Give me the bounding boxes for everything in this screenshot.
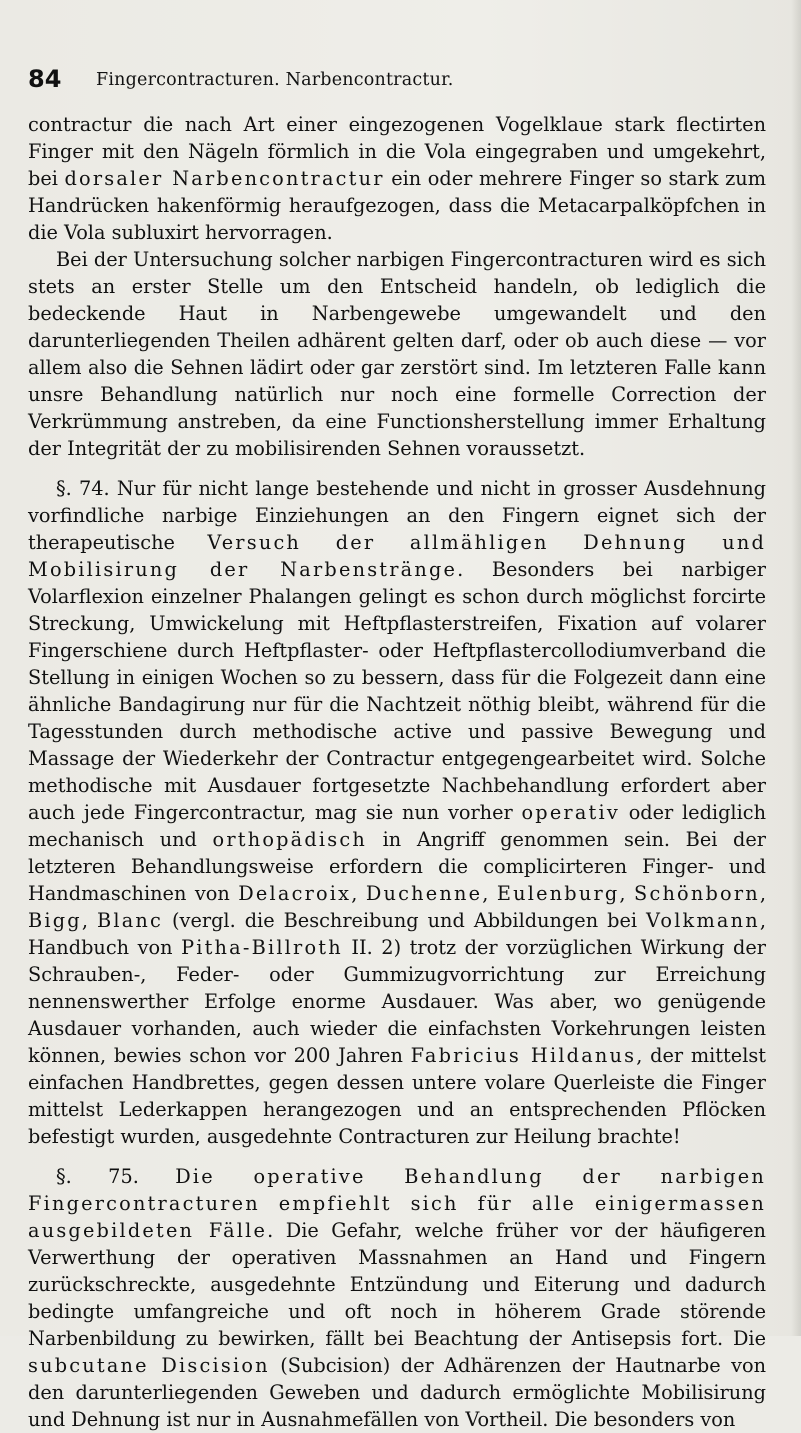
spaced-emphasis: operativ — [521, 801, 620, 824]
text-run: §. 74. Nur für nicht lange bestehende und nicht in grosser Ausdehnung vorfindliche narbige Einziehungen an den Fingern eignet sich der therapeutische — [28, 477, 766, 554]
text-run: , der mittelst einfachen Handbrettes, gegen dessen untere volare Querleiste die Finger mittelst Lederkappen herangezogen und an entsprechenden Pflöcken befestigt wurden, ausgedehnte Contracturen zur Heilung brachte! — [28, 1044, 767, 1148]
section-74-paragraph — [28, 475, 766, 1150]
spaced-emphasis: orthopädisch — [212, 828, 367, 851]
spaced-emphasis: Die operative Behandlung der narbigen Fingercontracturen empfiehlt sich für alle einigermassen ausgebildeten Fälle — [28, 1165, 766, 1242]
section-75-paragraph — [28, 1163, 766, 1433]
text-run: . Besonders bei narbiger Volarflexion einzelner Phalangen gelingt es schon durch möglichst forcirte Streckung, Umwickelung mit Heftpflasterstreifen, Fixation auf volarer Fingerschiene durch Heftpflaster- oder Heftpflastercollodiumverband die Stellung in einigen Wochen so zu bessern, dass für die Folgezeit dann eine ähnliche Bandagirung nur für die Nachtzeit nöthig bleibt, während für die Tagesstunden durch methodische active und passive Bewegung und Massage der Wiederkehr der Contractur entgegengearbeitet wird. Solche methodische mit Ausdauer fortgesetzte Nachbehandlung erfordert aber auch jede Fingercontractur, mag sie nun vorher — [28, 558, 766, 824]
text-run: , — [351, 882, 366, 905]
text-run: , — [81, 909, 97, 932]
spaced-emphasis: Delacroix — [238, 882, 352, 905]
text-run: contractur die nach Art einer eingezogenen Vogelklaue stark flectirten Finger mit den Nägeln förmlich in die Vola eingegraben und umgekehrt, bei — [28, 113, 766, 190]
text-run: in Angriff genommen sein. Bei der letzteren Behandlungsweise erfordern die complicirteren Finger- und Handmaschinen von — [28, 828, 766, 905]
text-run: (Subcision) der Adhärenzen der Hautnarbe von den darunterliegenden Geweben und dadurch ermöglichte Mobilisirung und Dehnung ist nur in Ausnahmefällen von Vortheil. Die besonders von — [28, 1354, 766, 1431]
text-run: . Die Gefahr, welche früher vor der häufigeren Verwerthung der operativen Massnahmen an Hand und Fingern zurückschreckte, ausgedehnte Entzündung und Eiterung und dadurch bedingte umfangreiche und oft noch in höherem Grade störende Narbenbildung zu bewirken, fällt bei Beachtung der Antisepsis fort. Die — [28, 1219, 766, 1350]
text-run: §. 75. — [56, 1165, 176, 1188]
spaced-emphasis: Volkmann — [646, 909, 760, 932]
spaced-emphasis: Eulenburg — [496, 882, 620, 905]
text-run: II. 2) trotz der vorzüglichen Wirkung der Schrauben-, Feder- oder Gummizugvorrichtung zur Erreichung nennenswerther Erfolge enorme Ausdauer. Was aber, wo genügende Ausdauer vorhanden, auch wieder die einfachsten Vorkehrungen leisten können, bewies schon vor 200 Jahren — [28, 936, 766, 1067]
page-number: 84 — [28, 65, 62, 93]
page-header — [28, 64, 768, 98]
paragraph — [28, 246, 766, 462]
spaced-emphasis: Bigg — [28, 909, 82, 932]
paragraph — [28, 111, 766, 246]
page-edge-shadow — [791, 0, 801, 1336]
spaced-emphasis: Duchenne — [365, 882, 483, 905]
spaced-emphasis: subcutane Discision — [28, 1354, 270, 1377]
text-run: , Handbuch von — [28, 909, 766, 959]
text-run: , — [759, 882, 767, 905]
text-run: ein oder mehrere Finger so stark zum Handrücken hakenförmig heraufgezogen, dass die Metacarpalköpfchen in die Vola subluxirt hervorragen. — [28, 167, 766, 244]
spaced-emphasis: Blanc — [96, 909, 164, 932]
text-run: (vergl. die Beschreibung und Abbildungen bei — [163, 909, 647, 932]
text-run: , — [619, 882, 635, 905]
body-text — [28, 111, 766, 1433]
spaced-emphasis: Versuch der allmähligen Dehnung und Mobilisirung der Narbenstränge — [28, 531, 766, 581]
spaced-emphasis: Schönborn — [634, 882, 760, 905]
text-run: , — [482, 882, 497, 905]
spaced-emphasis: Fabricius Hildanus — [410, 1044, 637, 1067]
spaced-emphasis: Pitha-Billroth — [181, 936, 343, 959]
spaced-emphasis: dorsaler Narbencontractur — [64, 167, 385, 190]
text-run: Bei der Untersuchung solcher narbigen Fingercontracturen wird es sich stets an erster Stelle um den Entscheid handeln, ob lediglich die bedeckende Haut in Narbengewebe umgewandelt und den darunterliegenden Theilen adhärent gelten darf, oder ob auch diese — vor allem also die Sehnen lädirt oder gar zerstört sind. Im letzteren Falle kann unsre Behandlung natürlich nur noch eine formelle Correction der Verkrümmung anstreben, da eine Functionsherstellung immer Erhaltung der Integrität der zu mobilisirenden Sehnen voraussetzt. — [28, 248, 766, 460]
text-run: oder lediglich mechanisch und — [28, 801, 766, 851]
running-title: Fingercontracturen. Narbencontractur. — [96, 70, 454, 90]
